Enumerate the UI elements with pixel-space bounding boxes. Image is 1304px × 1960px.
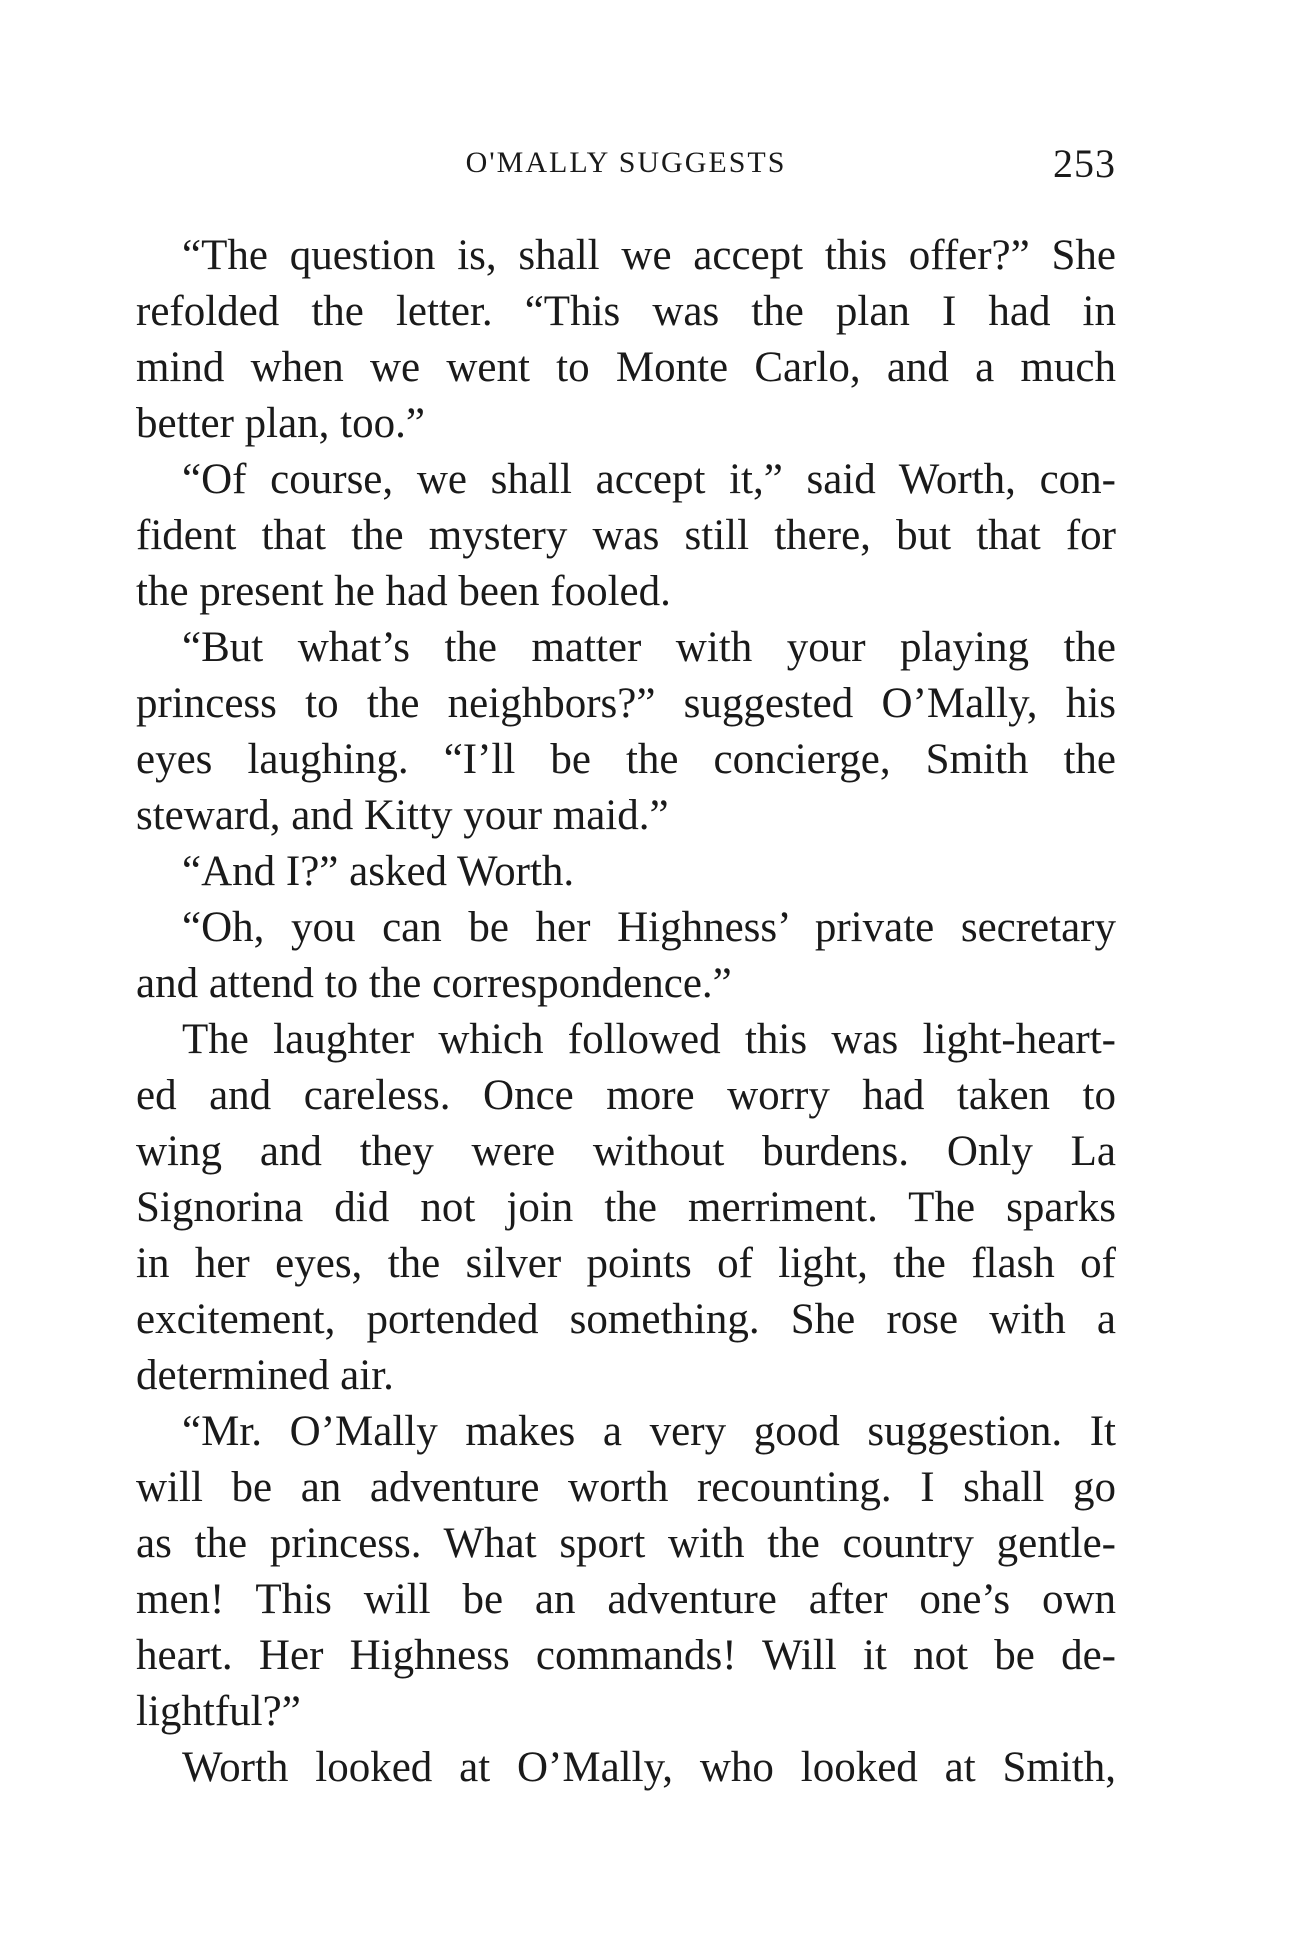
text-line: “Mr. O’Mally makes a very good suggestion. It (182, 1408, 1116, 1455)
text-line: in her eyes, the silver points of light, the flash of (136, 1240, 1116, 1287)
text-line: steward, and Kitty your maid.” (136, 792, 669, 839)
text-line: Worth looked at O’Mally, who looked at Smith, (182, 1744, 1116, 1791)
text-line: fident that the mystery was still there, but that for (136, 512, 1116, 559)
text-line: the present he had been fooled. (136, 568, 671, 615)
text-line: will be an adventure worth recounting. I shall go (136, 1464, 1116, 1511)
running-head (136, 140, 1116, 190)
text-line: “Of course, we shall accept it,” said Worth, con- (182, 456, 1116, 503)
text-line: refolded the letter. “This was the plan I had in (136, 288, 1116, 335)
text-line: men! This will be an adventure after one’s own (136, 1576, 1116, 1623)
text-line: “The question is, shall we accept this offer?” She (182, 232, 1116, 279)
running-title: O'MALLY SUGGESTS (465, 146, 787, 179)
page-number: 253 (1053, 141, 1116, 186)
text-line: “Oh, you can be her Highness’ private secretary (182, 904, 1116, 951)
text-line: eyes laughing. “I’ll be the concierge, Smith the (136, 736, 1116, 783)
text-line: princess to the neighbors?” suggested O’Mally, his (136, 680, 1116, 727)
text-line: “But what’s the matter with your playing the (182, 624, 1116, 671)
text-line: ed and careless. Once more worry had taken to (136, 1072, 1116, 1119)
text-line: Signorina did not join the merriment. The sparks (136, 1184, 1116, 1231)
body-text (136, 228, 1116, 1796)
text-line: mind when we went to Monte Carlo, and a much (136, 344, 1116, 391)
text-line: “And I?” asked Worth. (182, 848, 575, 895)
text-line: as the princess. What sport with the country gentle- (136, 1520, 1116, 1567)
text-line: The laughter which followed this was light-heart- (182, 1016, 1116, 1063)
text-line: better plan, too.” (136, 400, 425, 447)
text-line: excitement, portended something. She rose with a (136, 1296, 1116, 1343)
text-line: lightful?” (136, 1688, 301, 1735)
text-line: heart. Her Highness commands! Will it not be de- (136, 1632, 1116, 1679)
text-line: determined air. (136, 1352, 394, 1399)
text-line: and attend to the correspondence.” (136, 960, 732, 1007)
text-line: wing and they were without burdens. Only La (136, 1128, 1116, 1175)
